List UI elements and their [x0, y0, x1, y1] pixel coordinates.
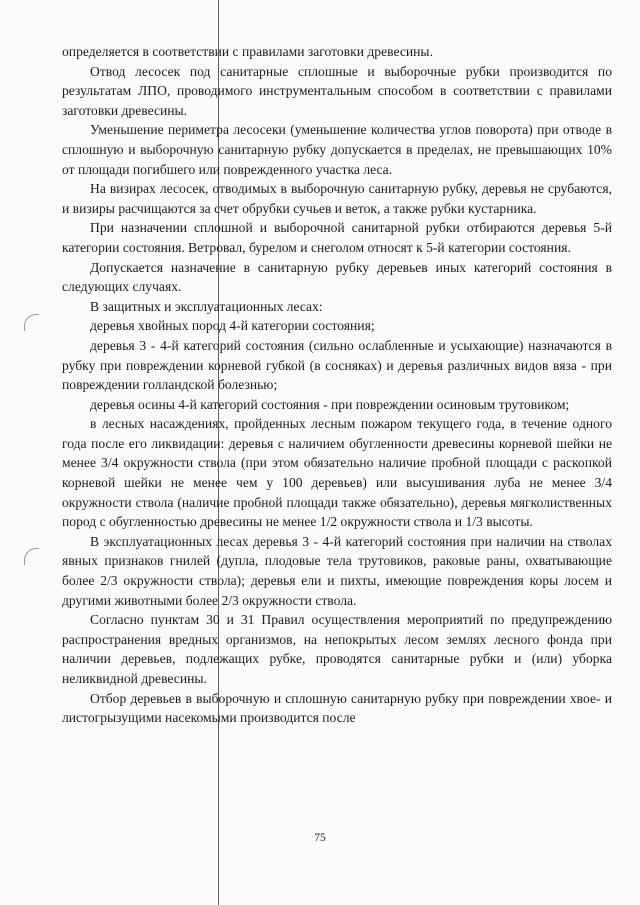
paragraph: в лесных насаждениях, пройденных лесным пожаром текущего года, в течение одного года после его ликвидации: деревья с наличием обугленности древесины корневой шейки не менее 3/4 окружности ствола (при этом обязательно наличие пробной площади с раскопкой корневой шейки не менее чем у 100 деревьев) или высушивания луба не менее 3/4 окружности ствола (наличие пробной площади также обязательно), деревья мягколиственных пород с обугленностью древесины не менее 1/2 окружности ствола и 1/3 высоты. — [62, 416, 612, 530]
paragraph: Отвод лесосек под санитарные сплошные и выборочные рубки производится по результатам ЛПО, проводимого инструментальным способом в соответствии с правилами заготовки древесины. — [62, 63, 612, 118]
punch-hole-mark — [24, 314, 39, 331]
paragraph: В защитных и эксплуатационных лесах: — [90, 298, 323, 314]
paragraph: В эксплуатационных лесах деревья 3 - 4-й категорий состояния при наличии на стволах явных признаков гнилей (дупла, плодовые тела трутовиков, раковые раны, охватывающие более 2/3 окружности ствола); деревья ели и пихты, имеющие повреждения коры лосем и другими животными более 2/3 окружности ствола. — [62, 533, 612, 608]
paragraph: Согласно пунктам 30 и 31 Правил осуществления мероприятий по предупреждению распространения вредных организмов, на непокрытых лесом землях лесного фонда при наличии деревьев, подлежащих рубке, проводятся санитарные рубки и (или) уборка неликвидной древесины. — [62, 612, 612, 686]
punch-hole-mark — [24, 548, 39, 565]
paragraph: деревья 3 - 4-й категорий состояния (сильно ослабленные и усыхающие) назначаются в рубку при повреждении корневой губкой (в сосняках) и деревья различных видов вяза - при повреждении голландской болезнью; — [62, 337, 612, 393]
paragraph: деревья осины 4-й категорий состояния - при повреждении осиновым трутовиком; — [90, 396, 570, 412]
paragraph: Допускается назначение в санитарную рубку деревьев иных категорий состояния в следующих случаях. — [62, 259, 612, 295]
paragraph: определяется в соответствии с правилами заготовки древесины. — [62, 44, 433, 59]
paragraph: деревья хвойных пород 4-й категории состояния; — [90, 318, 375, 334]
paragraph: При назначении сплошной и выборочной санитарной рубки отбираются деревья 5-й категории состояния. Ветровал, бурелом и снеголом относят к 5-й категории состояния. — [62, 220, 612, 255]
document-body — [62, 42, 612, 728]
page-number: 75 — [314, 832, 326, 844]
paragraph: На визирах лесосек, отводимых в выборочную санитарную рубку, деревья не срубаются, и визиры расчищаются за счет обрубки сучьев и веток, а также рубки кустарника. — [62, 181, 612, 216]
paragraph: Уменьшение периметра лесосеки (уменьшение количества углов поворота) при отводе в сплошную и выборочную санитарную рубку допускается в пределах, не превышающих 10% от площади погибшего или поврежденного участка леса. — [62, 122, 612, 177]
paragraph: Отбор деревьев в выборочную и сплошную санитарную рубку при повреждении хвое- и листогрызущими насекомыми производится после — [62, 690, 612, 726]
